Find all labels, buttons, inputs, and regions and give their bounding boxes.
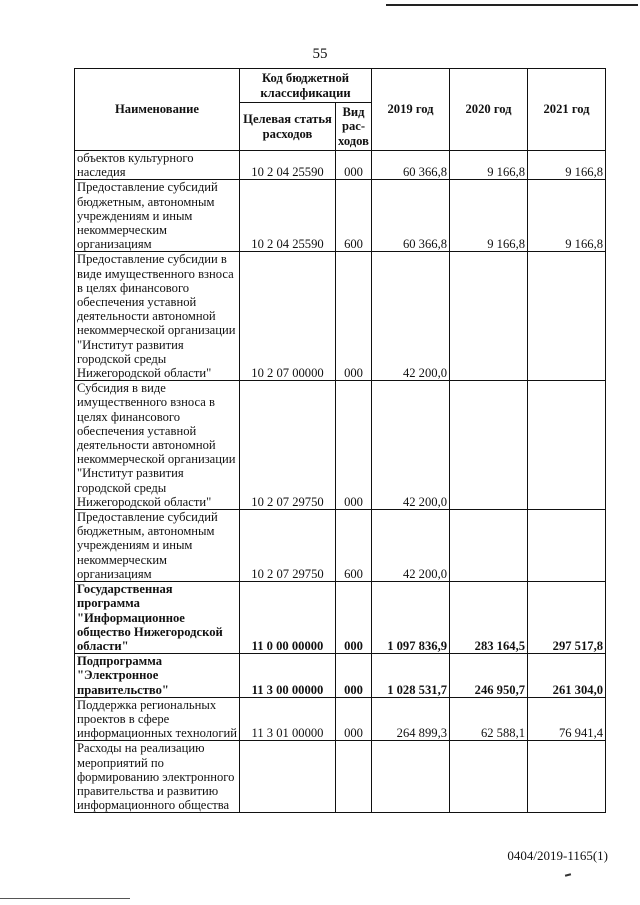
cell-expense-type: 600 <box>336 180 372 252</box>
cell-2021: 9 166,8 <box>528 151 606 180</box>
cell-expense-type: 000 <box>336 252 372 381</box>
cell-expense-type: 000 <box>336 697 372 741</box>
cell-2019 <box>372 741 450 813</box>
scan-edge-bottom <box>0 898 130 903</box>
header-name: Наименование <box>75 69 240 151</box>
cell-target-article: 10 2 07 29750 <box>240 381 336 510</box>
cell-2021 <box>528 252 606 381</box>
cell-target-article: 11 0 00 00000 <box>240 582 336 654</box>
table-row <box>75 381 606 510</box>
header-year-2019: 2019 год <box>372 69 450 151</box>
cell-2019: 60 366,8 <box>372 151 450 180</box>
scan-edge-line <box>386 4 638 6</box>
cell-target-article: 11 3 01 00000 <box>240 697 336 741</box>
cell-target-article: 10 2 04 25590 <box>240 151 336 180</box>
cell-2019: 1 097 836,9 <box>372 582 450 654</box>
cell-target-article: 10 2 04 25590 <box>240 180 336 252</box>
cell-2020: 283 164,5 <box>450 582 528 654</box>
cell-2019: 42 200,0 <box>372 381 450 510</box>
table-row <box>75 654 606 698</box>
page-number: 55 <box>312 46 328 62</box>
cell-2020 <box>450 510 528 582</box>
table-row <box>75 180 606 252</box>
cell-name: Расходы на реализацию мероприятий по формированию электронного правительства и развитию информационного общества <box>75 741 240 813</box>
document-code: 0404/2019-1165(1) <box>507 848 608 863</box>
cell-2019: 1 028 531,7 <box>372 654 450 698</box>
header-expense-type: Вид рас- ходов <box>336 103 372 151</box>
table-row <box>75 582 606 654</box>
cell-expense-type: 000 <box>336 381 372 510</box>
cell-name: Государственная программа "Информационное общество Нижегородской области" <box>75 582 240 654</box>
header-target-article: Целевая статья расходов <box>240 103 336 151</box>
cell-expense-type: 000 <box>336 151 372 180</box>
cell-name: Предоставление субсидий бюджетным, автономным учреждениям и иным некоммерческим организациям <box>75 510 240 582</box>
cell-name: Поддержка региональных проектов в сфере информационных технологий <box>75 697 240 741</box>
cell-2021: 261 304,0 <box>528 654 606 698</box>
cell-2021 <box>528 381 606 510</box>
cell-expense-type: 000 <box>336 654 372 698</box>
cell-2020: 9 166,8 <box>450 180 528 252</box>
table-row <box>75 697 606 741</box>
cell-2020: 62 588,1 <box>450 697 528 741</box>
table-row <box>75 510 606 582</box>
cell-2019: 264 899,3 <box>372 697 450 741</box>
cell-name: Предоставление субсидии в виде имущественного взноса в целях финансового обеспечения уставной деятельности автономной некоммерческой организации "Институт развития городской среды Нижегородской области" <box>75 252 240 381</box>
cell-target-article: 10 2 07 00000 <box>240 252 336 381</box>
cell-2021: 9 166,8 <box>528 180 606 252</box>
cell-2020 <box>450 741 528 813</box>
cell-expense-type: 600 <box>336 510 372 582</box>
scan-mark <box>565 873 571 876</box>
cell-2020: 246 950,7 <box>450 654 528 698</box>
cell-expense-type: 000 <box>336 582 372 654</box>
cell-2019: 42 200,0 <box>372 252 450 381</box>
cell-name: Предоставление субсидий бюджетным, автономным учреждениям и иным некоммерческим организациям <box>75 180 240 252</box>
cell-2021 <box>528 741 606 813</box>
cell-2020: 9 166,8 <box>450 151 528 180</box>
cell-2019: 60 366,8 <box>372 180 450 252</box>
budget-table <box>74 68 606 813</box>
cell-2020 <box>450 381 528 510</box>
header-budget-code: Код бюджетной классификации <box>240 69 372 103</box>
table-row <box>75 151 606 180</box>
table-body <box>75 151 606 813</box>
cell-name: объектов культурного наследия <box>75 151 240 180</box>
cell-2021 <box>528 510 606 582</box>
cell-name: Субсидия в виде имущественного взноса в целях финансового обеспечения уставной деятельности автономной некоммерческой организации "Институт развития городской среды Нижегородской области" <box>75 381 240 510</box>
table-row <box>75 252 606 381</box>
cell-2019: 42 200,0 <box>372 510 450 582</box>
header-year-2020: 2020 год <box>450 69 528 151</box>
header-year-2021: 2021 год <box>528 69 606 151</box>
cell-target-article: 11 3 00 00000 <box>240 654 336 698</box>
cell-target-article <box>240 741 336 813</box>
cell-target-article: 10 2 07 29750 <box>240 510 336 582</box>
cell-2021: 297 517,8 <box>528 582 606 654</box>
cell-2020 <box>450 252 528 381</box>
table-row <box>75 741 606 813</box>
cell-expense-type <box>336 741 372 813</box>
cell-2021: 76 941,4 <box>528 697 606 741</box>
cell-name: Подпрограмма "Электронное правительство" <box>75 654 240 698</box>
